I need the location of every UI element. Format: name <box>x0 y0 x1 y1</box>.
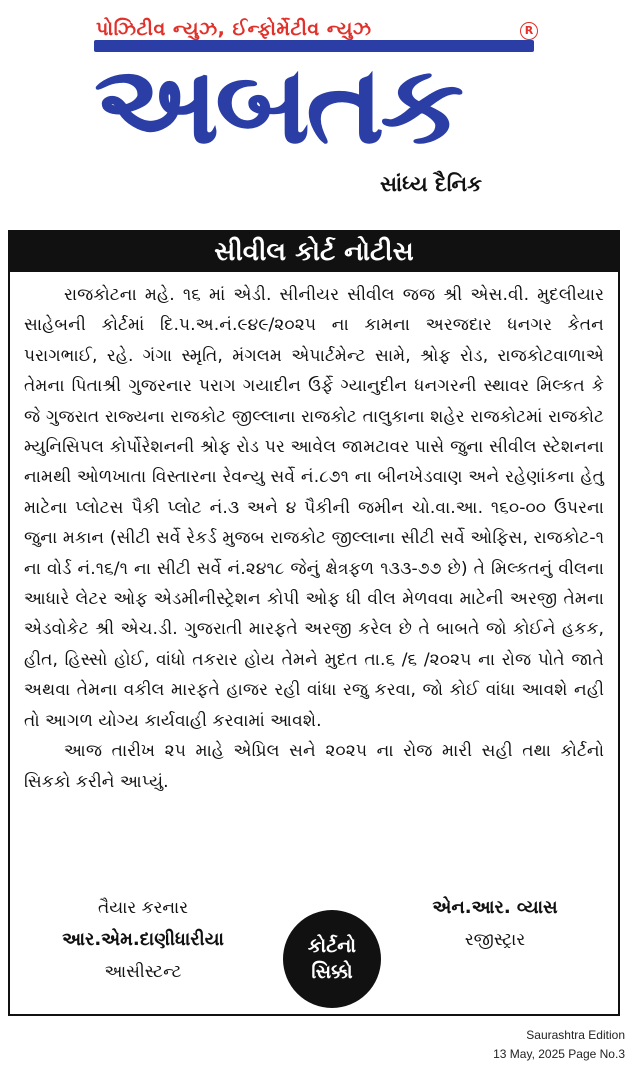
notice-paragraph-date: આજ તારીખ ૨૫ માહે એપ્રિલ સને ૨૦૨૫ ના રોજ મારી સહી તથા કોર્ટનો સિકકો કરીને આપ્યું. <box>24 741 604 792</box>
prepared-by-name: આર.એમ.દાણીધારીયા <box>62 929 224 950</box>
edition-date-page: 13 May, 2025 Page No.3 <box>493 1047 625 1061</box>
registered-mark-icon: R <box>520 22 538 40</box>
seal-line-1: કોર્ટનો <box>307 935 357 957</box>
registrar-block <box>390 892 600 956</box>
masthead-subtitle: સાંધ્ય દૈનિક <box>380 172 482 196</box>
notice-heading: સીવીલ કોર્ટ નોટીસ <box>10 232 618 272</box>
edition-info <box>493 1026 625 1064</box>
seal-line-2: સિક્કો <box>311 961 353 983</box>
registrar-name: એન.આર. વ્યાસ <box>432 897 558 918</box>
registrar-title: રજીસ્ટ્રાર <box>464 930 526 950</box>
court-seal <box>283 910 381 1008</box>
prepared-by-title: આસીસ્ટન્ટ <box>104 962 182 982</box>
newspaper-logo: અબતક <box>94 43 460 168</box>
prepared-by-block <box>28 892 258 988</box>
edition-name: Saurashtra Edition <box>526 1028 625 1042</box>
notice-paragraph-main: રાજકોટના મહે. ૧૬ માં એડી. સીનીયર સીવીલ જજ શ્રી એસ.વી. મુદલીયાર સાહેબની કોર્ટમાં દિ.પ.અ.નં.૯૪૯/૨૦૨૫ ના કામના અરજદાર ધનગર કેતન પરાગભાઈ, રહે. ગંગા સ્મૃતિ, મંગલમ એપાર્ટમેન્ટ સામે, શ્રોફ રોડ, રાજકોટવાળાએ તેમના પિતાશ્રી ગુજરનાર પરાગ ગયાદીન ઉર્ફે ગ્યાનુદીન ધનગરની સ્થાવર મિલ્કત કે જે ગુજરાત રાજ્યના રાજકોટ જીલ્લાના રાજકોટ તાલુકાના શહેર રાજકોટમાં રાજકોટ મ્યુનિસિપલ કોર્પોરેશનની શ્રોફ રોડ પર આવેલ જામટાવર પાસે જુના સીવીલ સ્ટેશનના નામથી ઓળખાતા વિસ્તારના રેવન્યુ સર્વે નં.૮૭૧ ના બીનખેડવાણ અને રહેણાંકના હેતુ માટેના પ્લોટસ પૈકી પ્લોટ નં.૩ અને ૪ પૈકીની જમીન ચો.વા.આ. ૧૬૦-૦૦ ઉપરના જુના મકાન (સીટી સર્વે રેકર્ડ મુજબ રાજકોટ જીલ્લાના સીટી સર્વે ઓફિસ, રાજકોટ-૧ ના વોર્ડ નં.૧૬/૧ ના સીટી સર્વે નં.૨૪૧૮ જેનું ક્ષેત્રફળ ૧૩૩-૭૭ છે) તે મિલ્કતનું વીલના આધારે લેટર ઓફ એડમીનીસ્ટ્રેશન કોપી ઓફ ધી વીલ મેળવવા માટેની અરજી તેમના એડવોકેટ શ્રી એચ.ડી. ગુજરાતી મારફતે અરજી કરેલ છે તે બાબતે જો કોઈને હકક, હીત, હિસ્સો હોઈ, વાંધો તકરાર હોય તેમને મુદત તા.૬ /૬ /૨૦૨૫ ના રોજ પોતે જાતે અથવા તેમના વકીલ મારફતે હાજર રહી વાંધા રજુ કરવા, જો કોઈ વાંધા આવશે નહી તો આગળ યોગ્ય કાર્યવાહી કરવામાં આવશે. <box>24 285 604 731</box>
prepared-by-label: તૈયાર કરનાર <box>98 898 188 918</box>
notice-body <box>10 272 618 797</box>
masthead <box>0 0 633 215</box>
court-notice <box>8 230 620 1016</box>
masthead-tagline: પોઝિટીવ ન્યુઝ, ઈન્ફોર્મેટીવ ન્યુઝ <box>96 18 372 40</box>
